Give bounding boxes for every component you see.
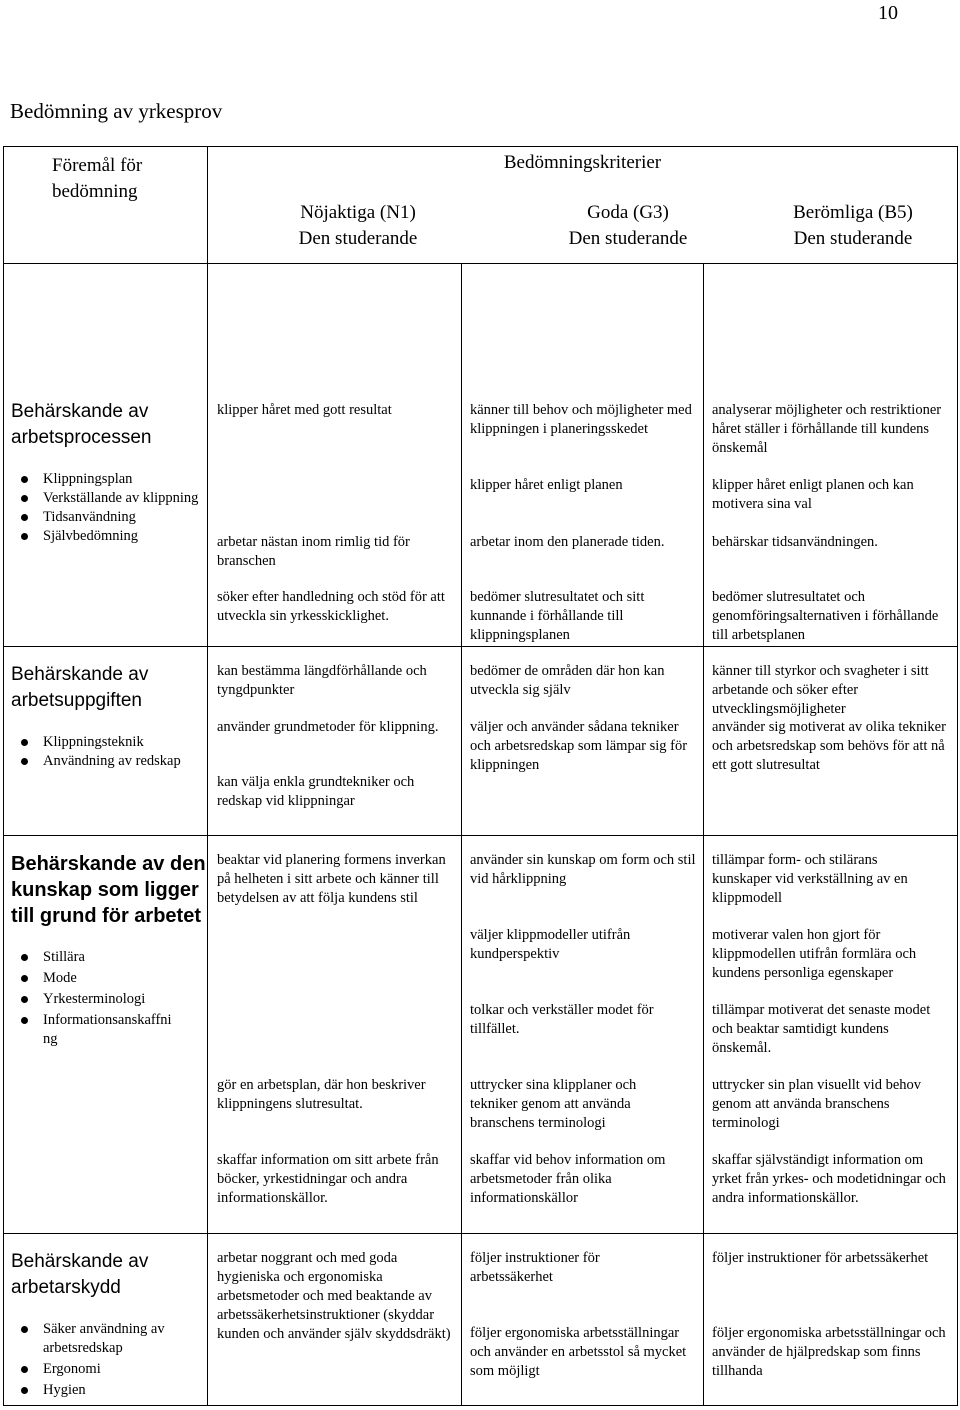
criteria-label: Bedömningskriterier — [503, 152, 662, 173]
criterion-text: väljer klippmodeller utifrån kundperspektiv — [470, 927, 631, 962]
criterion-text: skaffar vid behov information om arbetsmetoder från olika informationskällor — [470, 1152, 666, 1206]
bullet-item: Yrkesterminologi — [43, 990, 183, 1009]
level-g3 — [508, 200, 748, 252]
bullet-item: Användning av redskap — [43, 752, 213, 771]
section-row — [4, 264, 958, 647]
criterion-text: följer instruktioner för arbetssäkerhet — [712, 1250, 929, 1266]
section-row — [4, 1234, 958, 1406]
criterion-text: arbetar nästan inom rimlig tid för branschen — [217, 534, 410, 569]
level-n1-name: Nöjaktiga (N1) — [300, 202, 416, 223]
criterion-text: skaffar information om sitt arbete från böcker, yrkestidningar och andra informationskällor. — [217, 1152, 439, 1206]
criterion-text: kan välja enkla grundtekniker och redskap vid klippningar — [217, 774, 415, 809]
section-3-b5 — [704, 836, 958, 1234]
section-1-bullets — [13, 470, 203, 546]
bullet-item: Mode — [43, 969, 183, 988]
bullet-item: Ergonomi — [43, 1360, 193, 1379]
page-number: 10 — [878, 2, 898, 24]
bullet-item: Klippningsteknik — [43, 733, 213, 752]
section-3-object — [4, 836, 208, 1234]
bullet-item: Informationsanskaffning — [43, 1012, 172, 1047]
criterion-text: känner till behov och möjligheter med klippningen i planeringsskedet — [470, 402, 692, 437]
header-row — [4, 147, 958, 264]
criterion-text: arbetar inom den planerade tiden. — [470, 534, 665, 550]
criterion-text: tillämpar form- och stilärans kunskaper vid verkställning av en klippmodell — [712, 852, 908, 906]
criteria-header — [208, 147, 958, 264]
criterion-text: följer ergonomiska arbetsställningar och använder en arbetsstol så mycket som möjligt — [470, 1325, 687, 1379]
bullet-item: Verkställande av klippning — [43, 489, 203, 508]
criterion-text: följer instruktioner för arbetssäkerhet — [470, 1250, 600, 1285]
criterion-text: kan bestämma längdförhållande och tyngdpunkter — [217, 663, 427, 698]
section-3-title: Behärskande av den kunskap som ligger till grund för arbetet — [11, 853, 206, 927]
assessment-table — [3, 146, 958, 1406]
criterion-text: klipper håret med gott resultat — [217, 402, 392, 418]
criterion-text: klipper håret enligt planen och kan motivera sina val — [712, 477, 914, 512]
criterion-text: klipper håret enligt planen — [470, 477, 623, 493]
criterion-text: känner till styrkor och svagheter i sitt arbetande och söker efter utvecklingsmöjligheter — [712, 663, 929, 717]
level-b5-sub: Den studerande — [793, 228, 913, 249]
section-4-b5 — [704, 1234, 958, 1406]
section-1-g3 — [462, 264, 704, 698]
page-title: Bedömning av yrkesprov — [10, 99, 223, 123]
level-n1-sub: Den studerande — [298, 228, 418, 249]
level-b5 — [748, 200, 958, 252]
section-1-n1 — [208, 264, 462, 647]
criterion-text: arbetar noggrant och med goda hygieniska och ergonomiska arbetsmetoder och med beaktande av arbetssäkerhetsinstruktioner (skyddar kunden och använder själv skyddsdräkt) — [217, 1250, 451, 1342]
level-g3-sub: Den studerande — [568, 228, 688, 249]
section-2-n1 — [208, 647, 462, 836]
criterion-text: bedömer slutresultatet och sitt kunnande i förhållande till klippningsplanen — [470, 589, 645, 643]
object-header — [4, 147, 208, 264]
criterion-text: beaktar vid planering formens inverkan på helheten i sitt arbete och känner till betydelsen av att följa kundens stil — [217, 852, 446, 906]
level-b5-name: Berömliga (B5) — [793, 202, 913, 223]
level-g3-name: Goda (G3) — [587, 202, 669, 223]
section-2-bullets — [13, 733, 213, 771]
section-4-n1 — [208, 1234, 462, 1406]
criterion-text: analyserar möjligheter och restriktioner håret ställer i förhållande till kundens önskemål — [712, 402, 942, 456]
bullet-item: Tidsanvändning — [43, 508, 203, 527]
section-4-object — [4, 1234, 208, 1406]
criterion-text: använder grundmetoder för klippning. — [217, 719, 439, 735]
bullet-item: Klippningsplan — [43, 470, 203, 489]
criterion-text: bedömer de områden där hon kan utveckla sig själv — [470, 663, 665, 698]
section-4-title: Behärskande av arbetarskydd — [11, 1251, 149, 1298]
criterion-text: använder sig motiverat av olika tekniker och arbetsredskap som behövs för att nå ett gott slutresultat — [712, 719, 946, 773]
bullet-item: Självbedömning — [43, 527, 203, 546]
section-1-object — [4, 264, 208, 647]
section-4-g3 — [462, 1234, 704, 1406]
criterion-text: motiverar valen hon gjort för klippmodellen utifrån formlära och kundens personliga egenskaper — [712, 927, 917, 981]
level-n1 — [208, 200, 508, 252]
section-1-b5 — [704, 264, 958, 717]
bullet-item: Stillära — [43, 948, 183, 967]
criterion-text: använder sin kunskap om form och stil vid hårklippning — [470, 852, 696, 887]
section-4-bullets — [13, 1320, 193, 1400]
criterion-text: skaffar självständigt information om yrket från yrkes- och modetidningar och andra informationskällor. — [712, 1152, 946, 1206]
section-1-title: Behärskande av arbetsprocessen — [11, 401, 152, 448]
bullet-item: Säker användning av arbetsredskap — [43, 1320, 193, 1358]
criterion-text: behärskar tidsanvändningen. — [712, 534, 878, 550]
criterion-text: gör en arbetsplan, där hon beskriver klippningens slutresultat. — [217, 1077, 426, 1112]
bullet-item: Hygien — [43, 1381, 193, 1400]
criterion-text: uttrycker sina klipplaner och tekniker genom att använda branschens terminologi — [470, 1077, 637, 1131]
criterion-text: söker efter handledning och stöd för att utveckla sin yrkesskicklighet. — [217, 589, 445, 624]
criterion-text: uttrycker sin plan visuellt vid behov genom att använda branschens terminologi — [712, 1077, 922, 1131]
section-2-object — [4, 647, 208, 836]
section-row — [4, 836, 958, 1234]
section-2-b5 — [704, 647, 958, 836]
section-3-g3 — [462, 836, 704, 1234]
object-label: Föremål för bedömning — [52, 155, 143, 202]
section-3-n1 — [208, 836, 462, 1234]
criterion-text: tolkar och verkställer modet för tillfället. — [470, 1002, 654, 1037]
section-2-title: Behärskande av arbetsuppgiften — [11, 664, 149, 711]
section-2-g3 — [462, 647, 704, 836]
section-3-bullets — [13, 948, 183, 1049]
criterion-text: väljer och använder sådana tekniker och arbetsredskap som lämpar sig för klippningen — [470, 719, 688, 773]
criterion-text: följer ergonomiska arbetsställningar och använder de hjälpredskap som finns tillhanda — [712, 1325, 946, 1379]
criterion-text: bedömer slutresultatet och genomföringsalternativen i förhållande till arbetsplanen — [712, 589, 939, 643]
criterion-text: tillämpar motiverat det senaste modet och beaktar samtidigt kundens önskemål. — [712, 1002, 931, 1056]
section-row — [4, 647, 958, 836]
